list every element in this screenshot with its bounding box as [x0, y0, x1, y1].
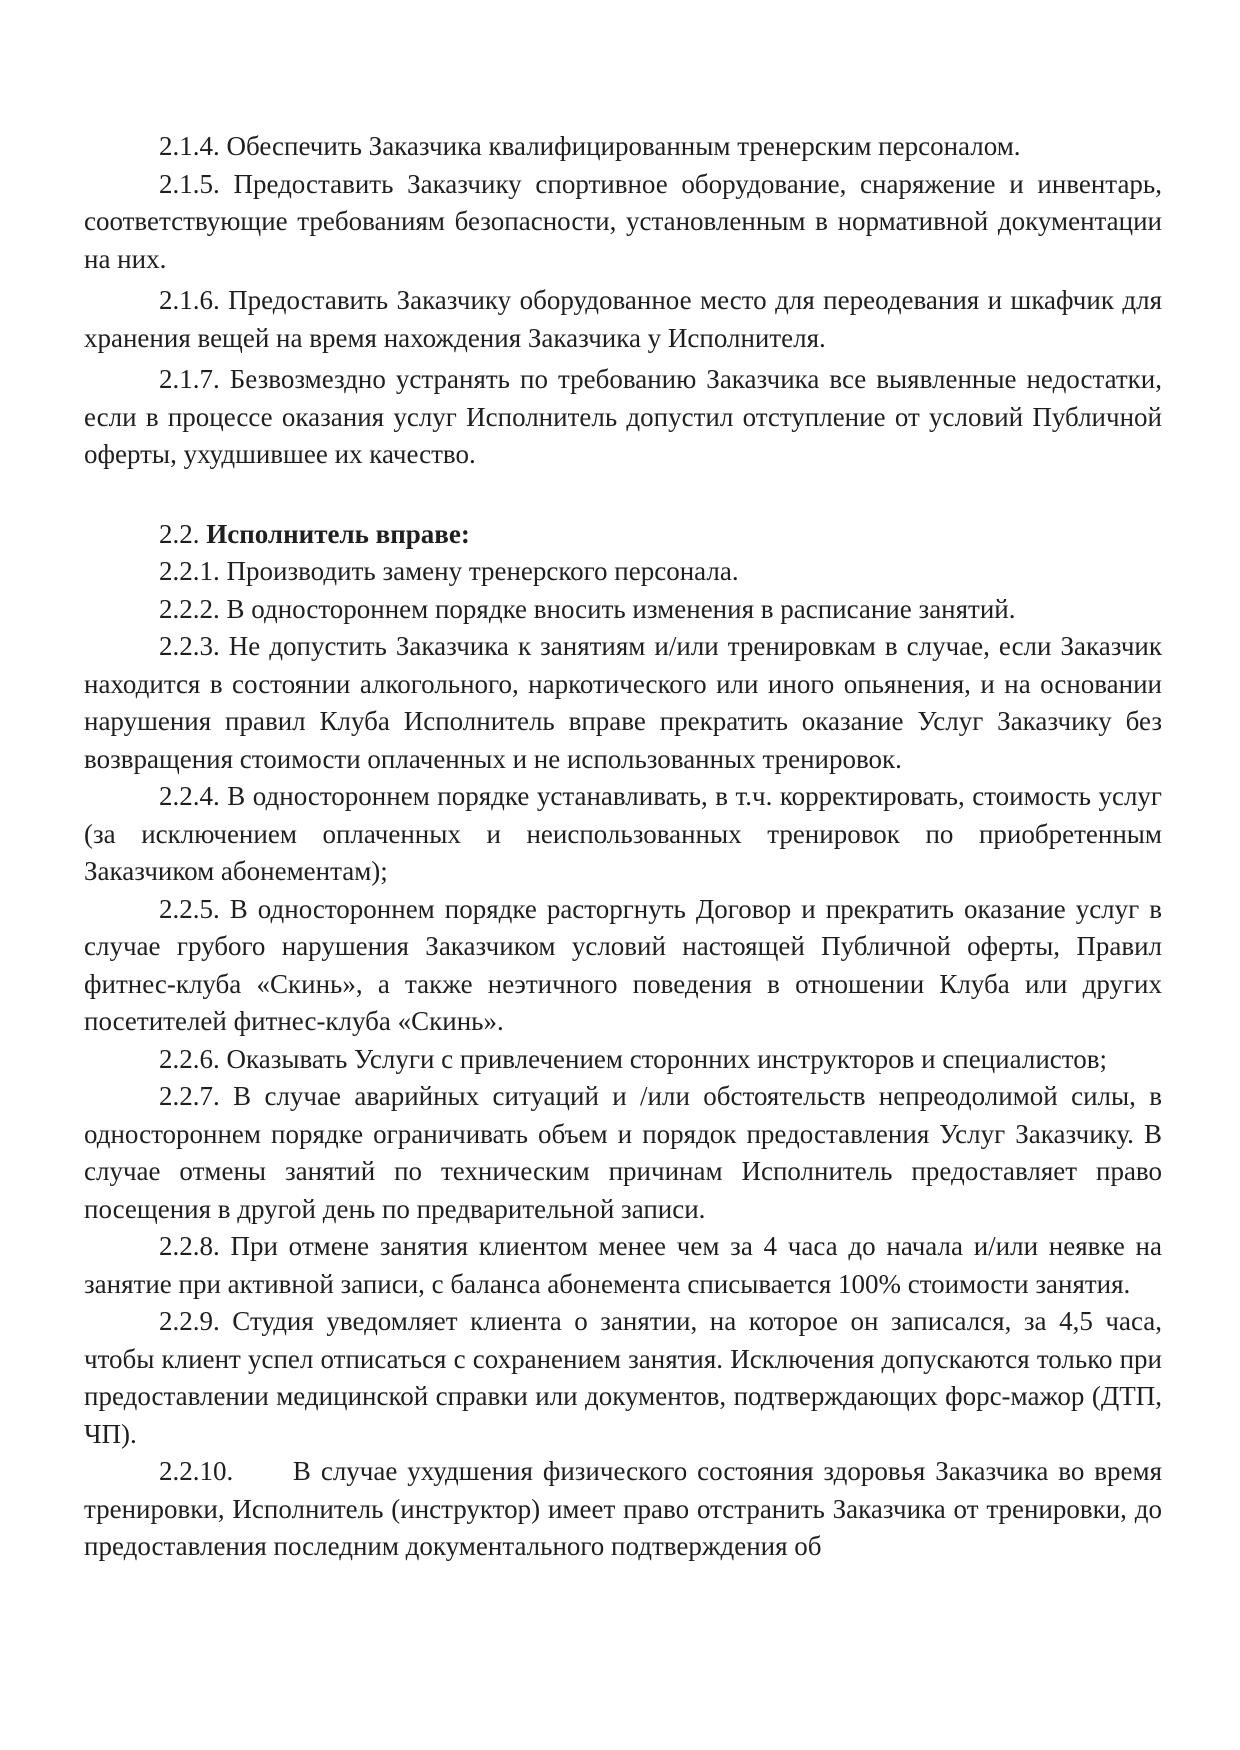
paragraph-2-2-3: 2.2.3. Не допустить Заказчика к занятиям и/или тренировкам в случае, если Заказчик находится в состоянии алкогольного, наркотического или иного опьянения, и на основании нарушения правил Клуба Исполнитель вправе прекратить оказание Услуг Заказчику без возвращения стоимости оплаченных и не использованных тренировок.: [84, 631, 1162, 774]
paragraph-2-2-10: 2.2.10. В случае ухудшения физического состояния здоровья Заказчика во время тренировки, Исполнитель (инструктор) имеет право отстранить Заказчика от тренировки, до предоставления последним документального подтверждения об: [84, 1456, 1169, 1561]
paragraph-2-2-7: 2.2.7. В случае аварийных ситуаций и /или обстоятельств непреодолимой силы, в одностороннем порядке ограничивать объем и порядок предоставления Услуг Заказчику. В случае отмены занятий по техническим причинам Исполнитель предоставляет право посещения в другой день по предварительной записи.: [84, 1081, 1162, 1224]
paragraph-2-2-9: 2.2.9. Студия уведомляет клиента о занятии, на которое он записался, за 4,5 часа, чтобы клиент успел отписаться с сохранением занятия. Исключения допускаются только при предоставлении медицинской справки или документов, подтверждающих форс-мажор (ДТП, ЧП).: [84, 1306, 1162, 1449]
document-page: [84, 128, 1169, 1566]
paragraph-2-2-6: 2.2.6. Оказывать Услуги с привлечением сторонних инструкторов и специалистов;: [159, 1043, 1107, 1074]
paragraph-2-2-4: 2.2.4. В одностороннем порядке устанавливать, в т.ч. корректировать, стоимость услуг (за исключением оплаченных и неиспользованных тренировок по приобретенным Заказчиком абонементам);: [84, 781, 1162, 886]
paragraph-2-2-1: 2.2.1. Производить замену тренерского персонала.: [159, 556, 739, 586]
section-title: Исполнитель вправе:: [206, 518, 470, 549]
paragraph-2-2-2: 2.2.2. В одностороннем порядке вносить изменения в расписание занятий.: [159, 593, 1016, 624]
paragraph-2-1-7: 2.1.7. Безвозмездно устранять по требованию Заказчика все выявленные недостатки, если в процессе оказания услуг Исполнитель допустил отступление от условий Публичной оферты, ухудшившее их качество.: [84, 364, 1162, 469]
paragraph-2-1-5: 2.1.5. Предоставить Заказчику спортивное оборудование, снаряжение и инвентарь, соответствующие требованиям безопасности, установленным в нормативной документации на них.: [84, 168, 1162, 274]
paragraph-2-2-5: 2.2.5. В одностороннем порядке расторгнуть Договор и прекратить оказание услуг в случае грубого нарушения Заказчиком условий настоящей Публичной оферты, Правил фитнес-клуба «Скинь», а также неэтичного поведения в отношении Клуба или других посетителей фитнес-клуба «Скинь».: [84, 893, 1162, 1036]
paragraph-2-2-8: 2.2.8. При отмене занятия клиентом менее чем за 4 часа до начала и/или неявке на занятие при активной записи, с баланса абонемента списывается 100% стоимости занятия.: [84, 1231, 1162, 1299]
section-heading-2-2: [84, 516, 1162, 554]
paragraph-2-1-4: 2.1.4. Обеспечить Заказчика квалифицированным тренерским персоналом.: [159, 131, 1021, 161]
section-number: 2.2.: [159, 518, 207, 549]
paragraph-2-1-6: 2.1.6. Предоставить Заказчику оборудованное место для переодевания и шкафчик для хранения вещей на время нахождения Заказчика у Исполнителя.: [84, 285, 1162, 353]
